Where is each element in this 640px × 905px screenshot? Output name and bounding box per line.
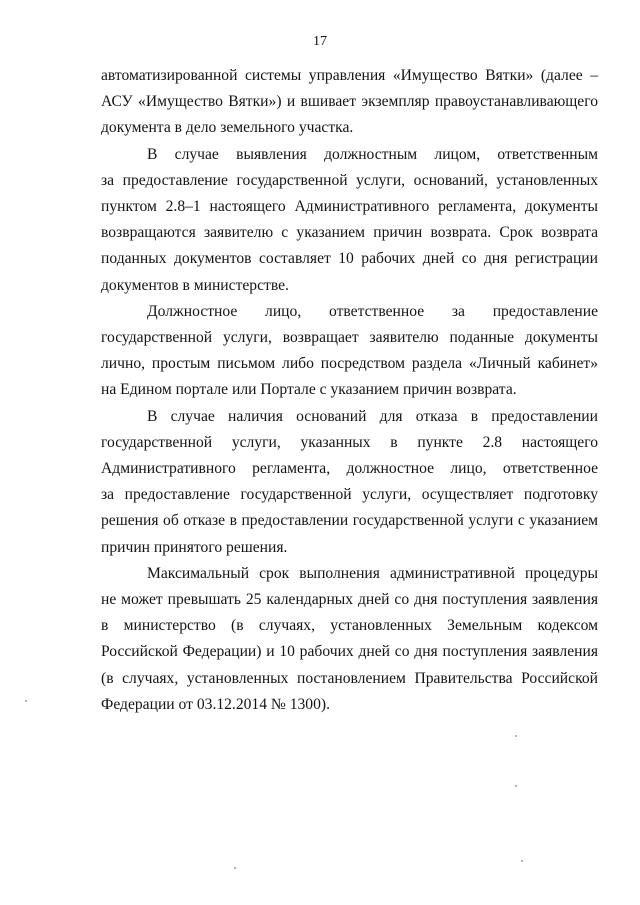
text-line: документов в министерстве. — [101, 276, 289, 294]
text-line: Российской Федерации) и 10 рабочих дней со дня поступления заявления — [101, 643, 598, 661]
text-line: причин принятого решения. — [101, 538, 288, 556]
text-line: за предоставление государственной услуги, осуществляет подготовку — [101, 486, 598, 504]
text-line: поданных документов составляет 10 рабочих дней со дня регистрации — [101, 250, 598, 268]
paragraph-refusal-grounds — [101, 404, 598, 561]
text-line: в министерство (в случаях, установленных Земельным кодексом — [101, 617, 598, 635]
text-line: автоматизированной системы управления «Имущество Вятки» (далее – — [101, 67, 598, 84]
paragraph-document-filing — [101, 63, 598, 142]
text-line: возвращаются заявителю с указанием причин возврата. Срок возврата — [101, 224, 598, 242]
text-line: на Едином портале или Портале с указанием причин возврата. — [101, 381, 517, 399]
scan-speck — [25, 700, 27, 702]
scan-speck — [515, 785, 517, 787]
text-line: документа в дело земельного участка. — [101, 119, 354, 137]
text-line: АСУ «Имущество Вятки») и вшивает экземпляр правоустанавливающего — [101, 93, 598, 111]
text-line: за предоставление государственной услуги, оснований, установленных — [101, 171, 598, 189]
text-line: не может превышать 25 календарных дней со дня поступления заявления — [101, 591, 598, 609]
scan-speck — [234, 867, 236, 869]
text-line: пунктом 2.8–1 настоящего Административного регламента, документы — [101, 198, 598, 216]
text-line: (в случаях, установленных постановлением Правительства Российской — [101, 669, 598, 687]
text-line: В случае выявления должностным лицом, ответственным — [147, 145, 598, 163]
text-line: Федерации от 03.12.2014 № 1300). — [101, 695, 330, 713]
paragraph-max-term — [101, 561, 598, 718]
text-line: Должностное лицо, ответственное за предоставление — [147, 302, 598, 320]
text-line: лично, простым письмом либо посредством раздела «Личный кабинет» — [101, 355, 598, 373]
document-body — [101, 63, 598, 718]
text-line: государственной услуги, указанных в пункте 2.8 настоящего — [101, 433, 598, 451]
text-line: решения об отказе в предоставлении государственной услуги с указанием — [101, 512, 598, 530]
text-line: В случае наличия оснований для отказа в предоставлении — [147, 407, 598, 425]
text-line: государственной услуги, возвращает заявителю поданные документы — [101, 329, 598, 347]
scan-speck — [521, 860, 523, 862]
text-line: Максимальный срок выполнения административной процедуры — [147, 564, 598, 582]
page-number: 17 — [313, 34, 327, 49]
paragraph-return-method — [101, 299, 598, 404]
text-line: Административного регламента, должностное лицо, ответственное — [101, 460, 598, 478]
paragraph-documents-return — [101, 142, 598, 299]
scan-speck — [515, 735, 517, 737]
